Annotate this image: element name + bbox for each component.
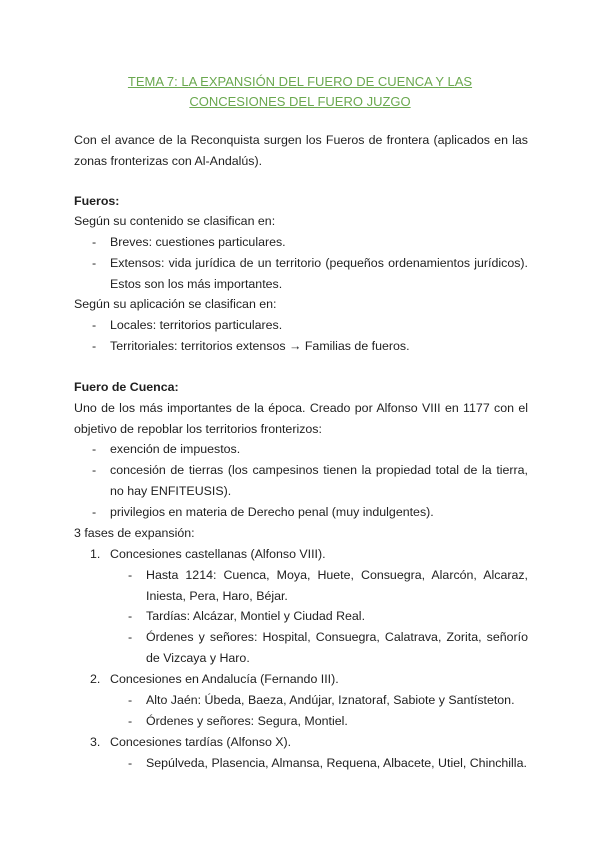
- bullet-dash: -: [92, 463, 97, 477]
- document-title-line-1: TEMA 7: LA EXPANSIÓN DEL FUERO DE CUENCA Y LAS: [127, 74, 473, 89]
- phase-number: 3.: [90, 735, 101, 749]
- list-item-extensos: Extensos: vida jurídica de un territorio (pequeños ordenamientos jurídicos). Estos son los más importantes.: [110, 256, 528, 291]
- list-item-locales: Locales: territorios particulares.: [110, 318, 283, 332]
- fueros-heading: Fueros:: [74, 194, 120, 208]
- bullet-dash: -: [128, 568, 133, 582]
- list-item-territoriales: Territoriales: territorios extensos → Familias de fueros.: [110, 339, 410, 353]
- bullet-dash: -: [128, 756, 133, 770]
- phase-label-tardias: Concesiones tardías (Alfonso X).: [110, 735, 292, 749]
- bullet-dash: -: [128, 630, 133, 644]
- phase-label-andalucia: Concesiones en Andalucía (Fernando III).: [110, 672, 339, 686]
- list-item-breves: Breves: cuestiones particulares.: [110, 235, 286, 249]
- intro-paragraph: Con el avance de la Reconquista surgen los Fueros de frontera (aplicados en las zonas fronterizas con Al-Andalús).: [74, 133, 528, 168]
- bullet-dash: -: [92, 318, 97, 332]
- subitem-ordenes-castilla: Órdenes y señores: Hospital, Consuegra, Calatrava, Zorita, señorío de Vizcaya y Haro.: [146, 630, 528, 665]
- bullet-dash: -: [92, 339, 97, 353]
- bullet-dash: -: [92, 442, 97, 456]
- phase-number: 1.: [90, 547, 101, 561]
- document-title-line-2: CONCESIONES DEL FUERO JUZGO: [189, 94, 411, 109]
- subitem-sepulveda: Sepúlveda, Plasencia, Almansa, Requena, Albacete, Utiel, Chinchilla.: [146, 756, 527, 770]
- list-item-exencion: exención de impuestos.: [110, 442, 241, 456]
- bullet-dash: -: [128, 714, 133, 728]
- cuenca-description: Uno de los más importantes de la época. Creado por Alfonso VIII en 1177 con el objetivo de repoblar los territorios fronterizos:: [74, 401, 528, 436]
- bullet-dash: -: [92, 505, 97, 519]
- contenido-intro: Según su contenido se clasifican en:: [74, 214, 276, 228]
- subitem-hasta-1214: Hasta 1214: Cuenca, Moya, Huete, Consuegra, Alarcón, Alcaraz, Iniesta, Pera, Haro, Béjar.: [146, 568, 528, 603]
- list-item-concesion: concesión de tierras (los campesinos tienen la propiedad total de la tierra, no hay ENFITEUSIS).: [110, 463, 528, 498]
- aplicacion-intro: Según su aplicación se clasifican en:: [74, 297, 277, 311]
- subitem-ordenes-andalucia: Órdenes y señores: Segura, Montiel.: [146, 714, 348, 728]
- bullet-dash: -: [92, 235, 97, 249]
- subitem-tardias: Tardías: Alcázar, Montiel y Ciudad Real.: [146, 609, 366, 623]
- list-item-privilegios: privilegios en materia de Derecho penal (muy indulgentes).: [110, 505, 434, 519]
- cuenca-heading: Fuero de Cuenca:: [74, 380, 179, 394]
- subitem-alto-jaen: Alto Jaén: Úbeda, Baeza, Andújar, Iznatoraf, Sabiote y Santísteton.: [146, 693, 515, 707]
- phase-label-castellanas: Concesiones castellanas (Alfonso VIII).: [110, 547, 326, 561]
- bullet-dash: -: [128, 609, 133, 623]
- phase-number: 2.: [90, 672, 101, 686]
- fases-intro: 3 fases de expansión:: [74, 526, 195, 540]
- bullet-dash: -: [92, 256, 97, 270]
- bullet-dash: -: [128, 693, 133, 707]
